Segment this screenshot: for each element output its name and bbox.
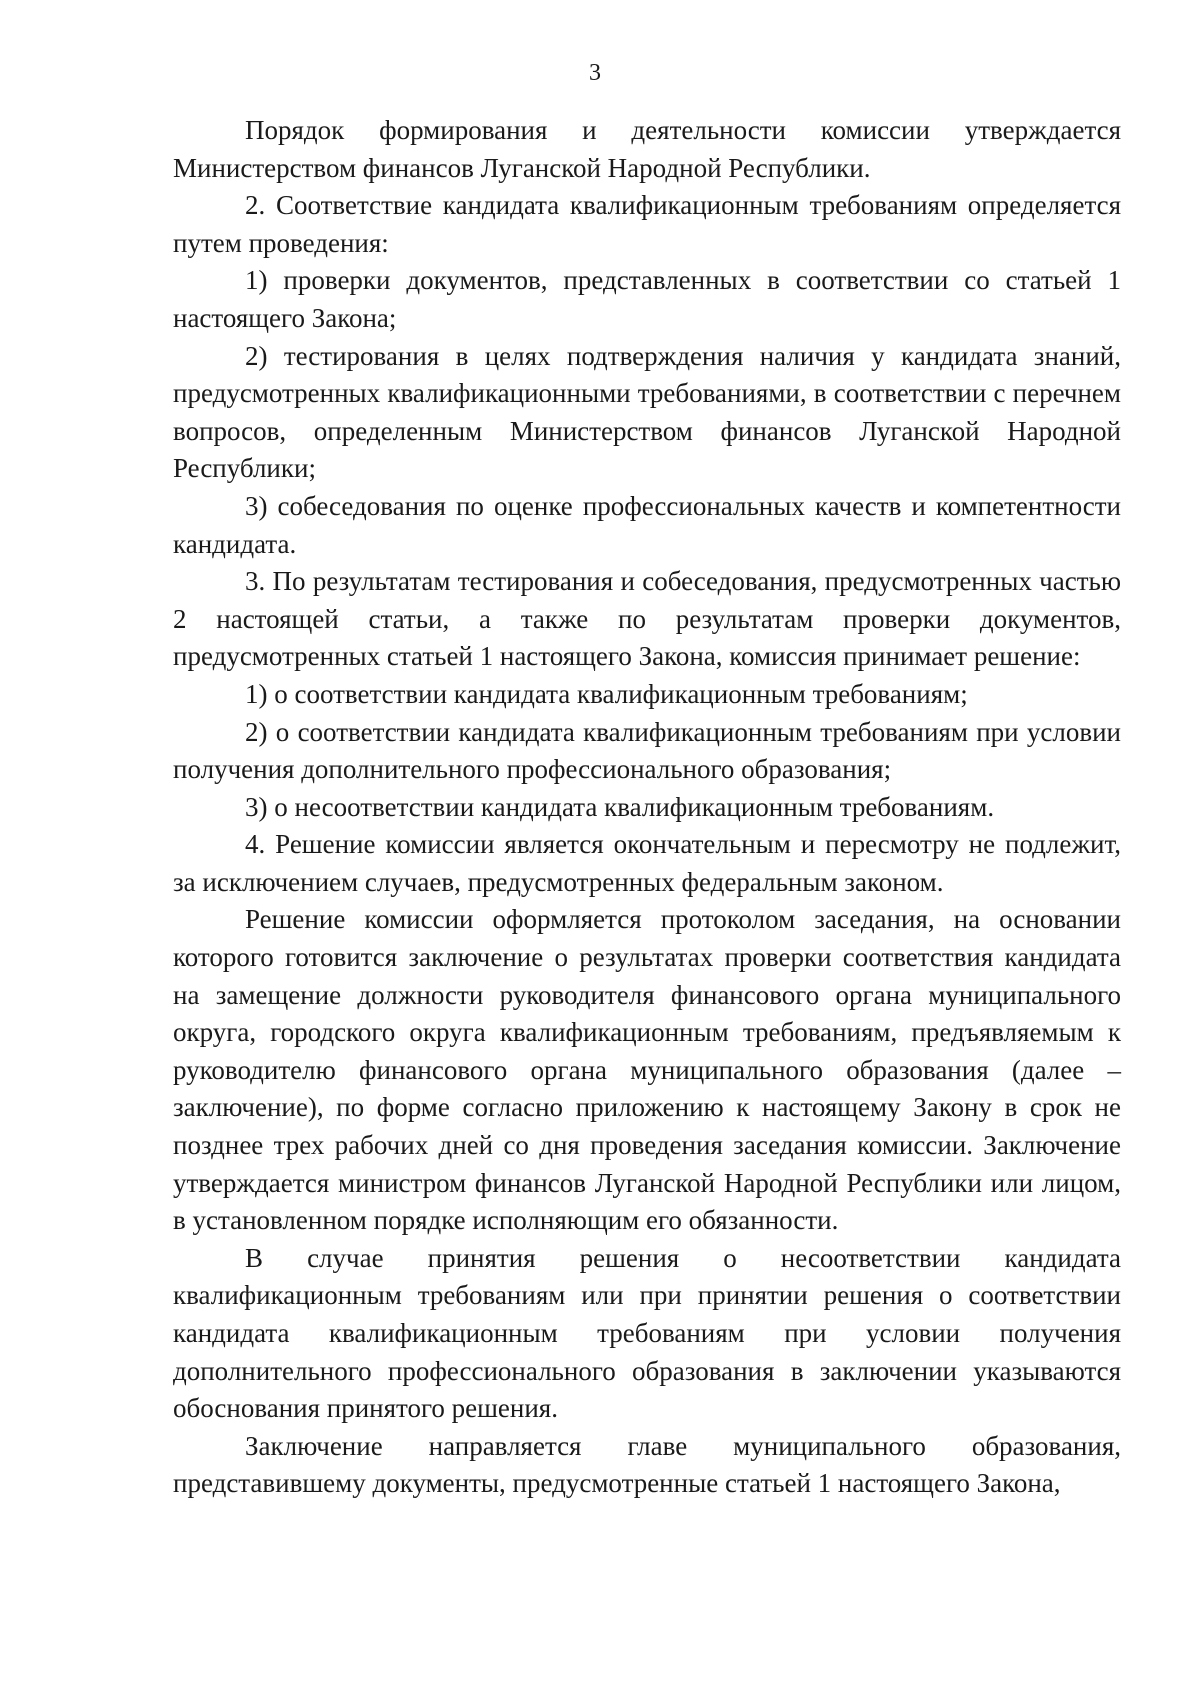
paragraph-part-2-compliance: 2. Соответствие кандидата квалификационным требованиям определяется путем проведения: <box>173 190 1121 258</box>
paragraph-conclusion-sent: Заключение направляется главе муниципального образования, представившему документы, предусмотренные статьей 1 настоящего Закона, <box>173 1430 1121 1499</box>
paragraph-item-testing: 2) тестирования в целях подтверждения наличия у кандидата знаний, предусмотренных квалификационными требованиями, в соответствии с перечнем вопросов, определенным Министерством финансов Луганской Народной Республики; <box>173 340 1121 484</box>
paragraph-commission-procedure: Порядок формирования и деятельности комиссии утверждается Министерством финансов Луганской Народной Республики. <box>173 115 1121 183</box>
paragraph-item-document-check: 1) проверки документов, представленных в соответствии со статьей 1 настоящего Закона; <box>173 265 1121 333</box>
paragraph-protocol-conclusion: Решение комиссии оформляется протоколом заседания, на основании которого готовится заключение о результатах проверки соответствия кандидата на замещение должности руководителя финансового органа муниципального округа, городского округа квалификационным требованиям, предъявляемым к руководителю финансового органа муниципального образования (далее – заключение), по форме согласно приложению к настоящему Закону в срок не позднее трех рабочих дней со дня проведения заседания комиссии. Заключение утверждается министром финансов Луганской Народной Республики или лицом, в установленном порядке исполняющим его обязанности. <box>173 904 1121 1236</box>
paragraph-decision-conditional: 2) о соответствии кандидата квалификационным требованиям при условии получения дополнительного профессионального образования; <box>173 716 1121 785</box>
paragraph-decision-compliant: 1) о соответствии кандидата квалификационным требованиям; <box>245 678 968 709</box>
paragraph-decision-noncompliant: 3) о несоответствии кандидата квалификационным требованиям. <box>245 791 995 822</box>
paragraph-part-4-final-decision: 4. Решение комиссии является окончательным и пересмотру не подлежит, за исключением случаев, предусмотренных федеральным законом. <box>173 829 1121 897</box>
paragraph-part-3-results: 3. По результатам тестирования и собеседования, предусмотренных частью 2 настоящей статьи, а также по результатам проверки документов, предусмотренных статьей 1 настоящего Закона, комиссия принимает решение: <box>173 566 1121 672</box>
paragraph-item-interview: 3) собеседования по оценке профессиональных качеств и компетентности кандидата. <box>173 490 1121 559</box>
document-body <box>173 112 1121 1503</box>
paragraph-justification: В случае принятия решения о несоответствии кандидата квалификационным требованиям или при принятии решения о соответствии кандидата квалификационным требованиям при условии получения дополнительного профессионального образования в заключении указываются обоснования принятого решения. <box>173 1242 1121 1424</box>
page-number: 3 <box>589 60 601 86</box>
